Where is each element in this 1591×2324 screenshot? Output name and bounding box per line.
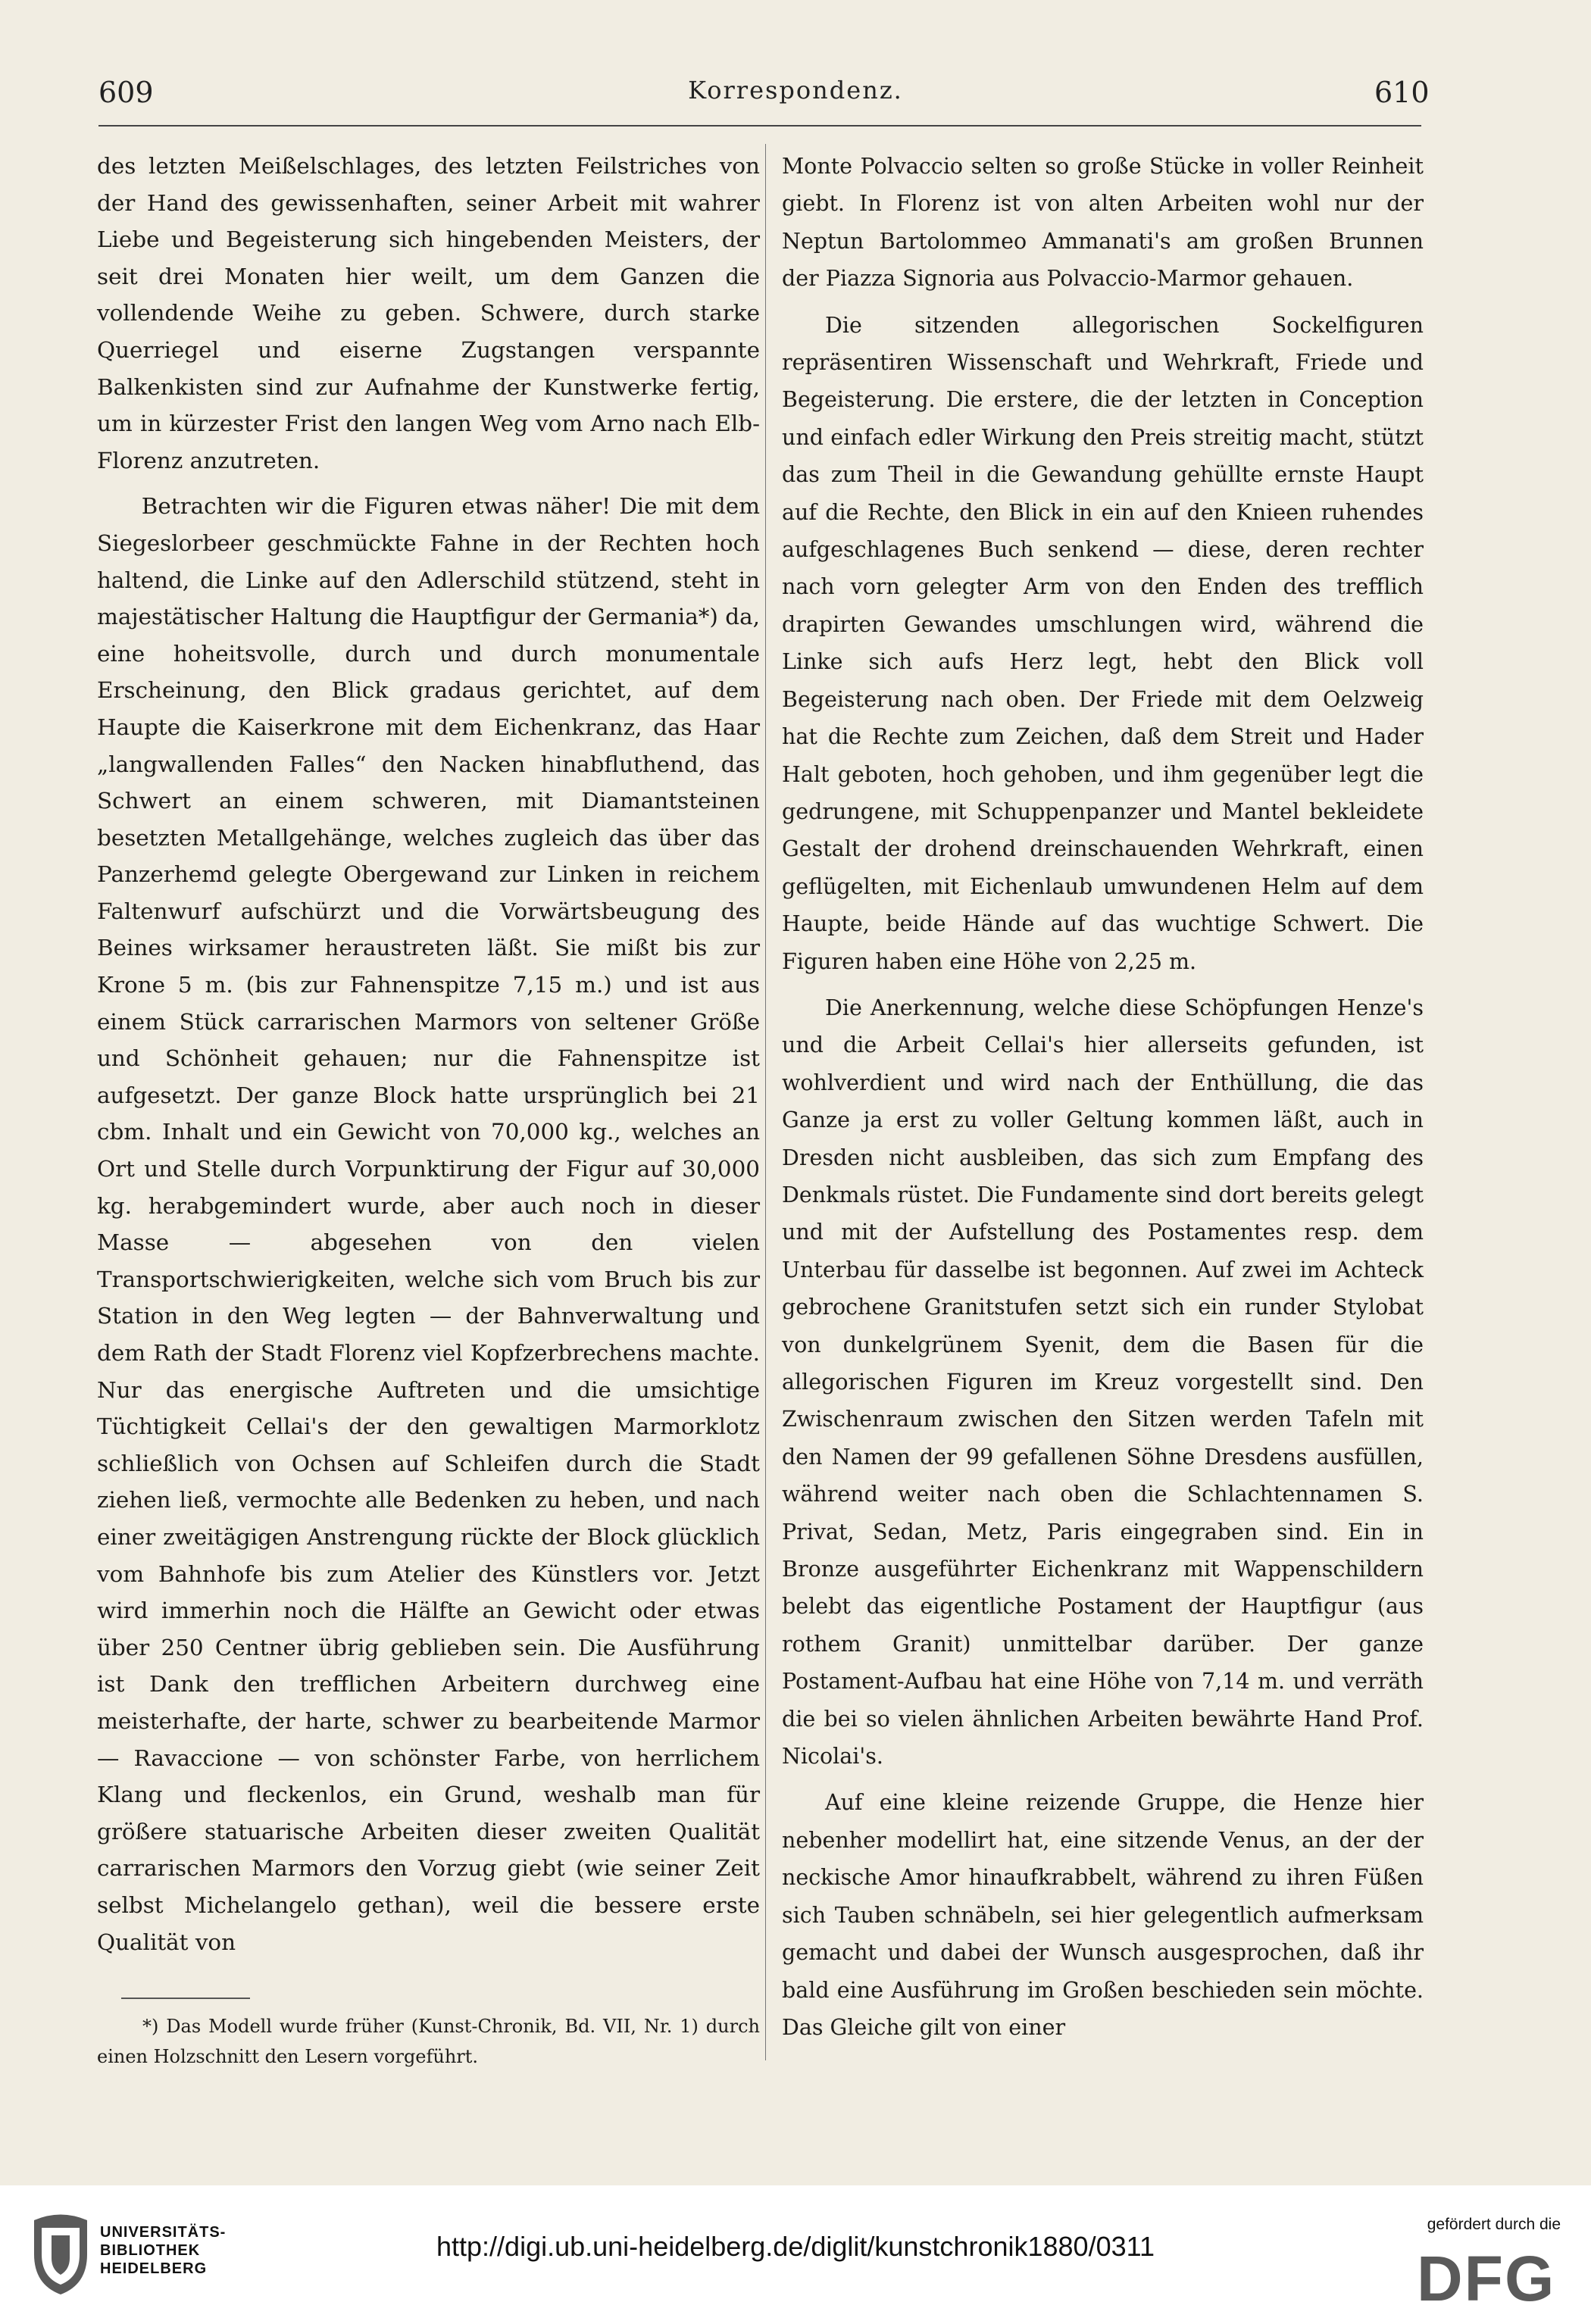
footnote [97, 2011, 760, 2072]
right-column [782, 148, 1424, 2046]
page-number-left: 609 [98, 76, 154, 109]
university-name-line-2: BIBLIOTHEK [100, 2242, 201, 2259]
column-divider [765, 144, 766, 2060]
dfg-logo-text: DFG [1417, 2247, 1556, 2308]
dfg-logo-icon [1417, 2247, 1561, 2308]
left-paragraph-1: des letzten Meißelschlages, des letzten Feilstriches von der Hand des gewissenhaften, seiner Arbeit mit wahrer Liebe und Begeisterung sich hingebenden Meisters, der seit drei Monaten hier weilt, um dem Ganzen die vollendende Weihe zu geben. Schwere, durch starke Querriegel und eiserne Zugstangen verspannte Balkenkisten sind zur Aufnahme der Kunstwerke fertig, um in kürzester Frist den langen Weg vom Arno nach Elb-Florenz anzutreten. [97, 153, 760, 473]
page-number-right: 610 [1374, 76, 1430, 109]
right-paragraph-3: Die Anerkennung, welche diese Schöpfungen Henze's und die Arbeit Cellai's hier allerseits gefunden, ist wohlverdient und wird nach der Enthüllung, die das Ganze ja erst zu voller Geltung kommen läßt, auch in Dresden nicht ausbleiben, das sich zum Empfang des Denkmals rüstet. Die Fundamente sind dort bereits gelegt und mit der Aufstellung des Postamentes resp. dem Unterbau für dasselbe ist begonnen. Auf zwei im Achteck gebrochene Granitstufen setzt sich ein runder Stylobat von dunkelgrünem Syenit, dem die Basen für die allegorischen Figuren im Kreuz vorgestellt sind. Den Zwischenraum zwischen den Sitzen werden Tafeln mit den Namen der 99 gefallenen Söhne Dresdens ausfüllen, während weiter nach oben die Schlachtennamen S. Privat, Sedan, Metz, Paris eingegraben sind. Ein in Bronze ausgeführter Eichenkranz mit Wappenschildern belebt das eigentliche Postament der Hauptfigur (aus rothem Granit) unmittelbar darüber. Der ganze Postament-Aufbau hat eine Höhe von 7,14 m. und verräth die bei so vielen ähnlichen Arbeiten bewährte Hand Prof. Nicolai's. [782, 995, 1424, 1770]
funding-note: gefördert durch die [1427, 2216, 1561, 2233]
source-url[interactable]: http://digi.ub.uni-heidelberg.de/diglit/kunstchronik1880/0311 [436, 2231, 1155, 2262]
right-paragraph-1: Monte Polvaccio selten so große Stücke in voller Reinheit giebt. In Florenz ist von alten Arbeiten wohl nur der Neptun Bartolommeo Ammanati's am großen Brunnen der Piazza Signoria aus Polvaccio-Marmor gehauen. [782, 154, 1424, 292]
header-rule [98, 125, 1421, 127]
right-paragraph-2: Die sitzenden allegorischen Sockelfiguren repräsentiren Wissenschaft und Wehrkraft, Friede und Begeisterung. Die erstere, die der letzten in Conception und einfach edler Wirkung den Preis streitig macht, stützt das zum Theil in die Gewandung gehüllte ernste Haupt auf die Rechte, den Blick in ein auf den Knieen ruhendes aufgeschlagenes Buch senkend — diese, deren rechter nach vorn gelegter Arm von den Enden des trefflich drapirten Gewandes umschlungen wird, während die Linke sich aufs Herz legt, hebt den Blick voll Begeisterung nach oben. Der Friede mit dem Oelzweig hat die Rechte zum Zeichen, daß dem Streit und Hader Halt geboten, hoch gehoben, und ihm gegenüber legt die gedrungene, mit Schuppenpanzer und Mantel bekleidete Gestalt der drohend dreinschauenden Wehrkraft, einen geflügelten, mit Eichenlaub umwundenen Helm auf dem Haupte, beide Hände auf das wuchtige Schwert. Die Figuren haben eine Höhe von 2,25 m. [782, 312, 1424, 974]
left-column [97, 148, 760, 1960]
library-footer [0, 2185, 1591, 2324]
university-name-line-3: HEIDELBERG [100, 2260, 208, 2277]
left-paragraph-2: Betrachten wir die Figuren etwas näher! Die mit dem Siegeslorbeer geschmückte Fahne in der Rechten hoch haltend, die Linke auf den Adlerschild stützend, steht in majestätischer Haltung die Hauptfigur der Germania*) da, eine hoheitsvolle, durch und durch monumentale Erscheinung, den Blick gradaus gerichtet, auf dem Haupte die Kaiserkrone mit dem Eichenkranz, das Haar „langwallenden Falles“ den Nacken hinabfluthend, das Schwert an einem schweren, mit Diamantsteinen besetzten Metallgehänge, welches zugleich das über das Panzerhemd gelegte Obergewand zur Linken in reichem Faltenwurf aufschürzt und die Vorwärtsbeugung des Beines wirksamer heraustreten läßt. Sie mißt bis zur Krone 5 m. (bis zur Fahnenspitze 7,15 m.) und ist aus einem Stück carrarischen Marmors von seltener Größe und Schönheit gehauen; nur die Fahnenspitze ist aufgesetzt. Der ganze Block hatte ursprünglich bei 21 cbm. Inhalt und ein Gewicht von 70,000 kg., welches an Ort und Stelle durch Vorpunktirung der Figur auf 30,000 kg. herabgemindert wurde, aber auch noch in dieser Masse — abgesehen von den vielen Transportschwierigkeiten, welche sich vom Bruch bis zur Station in den Weg legten — der Bahnverwaltung und dem Rath der Stadt Florenz viel Kopfzerbrechens machte. Nur das energische Auftreten und die umsichtige Tüchtigkeit Cellai's der den gewaltigen Marmorklotz schließlich von Ochsen auf Schleifen durch die Stadt ziehen ließ, vermochte alle Bedenken zu heben, und nach einer zweitägigen Anstrengung rückte der Block glücklich vom Bahnhofe bis zum Atelier des Künstlers vor. Jetzt wird immerhin noch die Hälfte an Gewicht oder etwas über 250 Centner übrig geblieben sein. Die Ausführung ist Dank den trefflichen Arbeitern durchweg eine meisterhafte, der harte, schwer zu bearbeitende Marmor — Ravaccione — von schönster Farbe, von herrlichem Klang und fleckenlos, ein Grund, weshalb man für größere statuarische Arbeiten dieser zweiten Qualität carrarischen Marmors den Vorzug giebt (wie seiner Zeit selbst Michelangelo gethan), weil die bessere erste Qualität von [97, 493, 760, 1955]
footnote-text: *) Das Modell wurde früher (Kunst-Chronik, Bd. VII, Nr. 1) durch einen Holzschnitt den Lesern vorgeführt. [97, 2016, 760, 2067]
right-paragraph-4: Auf eine kleine reizende Gruppe, die Henze hier nebenher modellirt hat, eine sitzende Venus, an der der neckische Amor hinaufkrabbelt, während zu ihren Füßen sich Tauben schnäbeln, sei hier gelegentlich aufmerksam gemacht und dabei der Wunsch ausgesprochen, daß ihr bald eine Ausführung im Großen beschieden sein möchte. Das Gleiche gilt von einer [782, 1790, 1424, 2040]
running-title: Korrespondenz. [688, 76, 903, 105]
footnote-rule [121, 1998, 250, 1999]
university-name-line-1: UNIVERSITÄTS- [100, 2224, 227, 2241]
